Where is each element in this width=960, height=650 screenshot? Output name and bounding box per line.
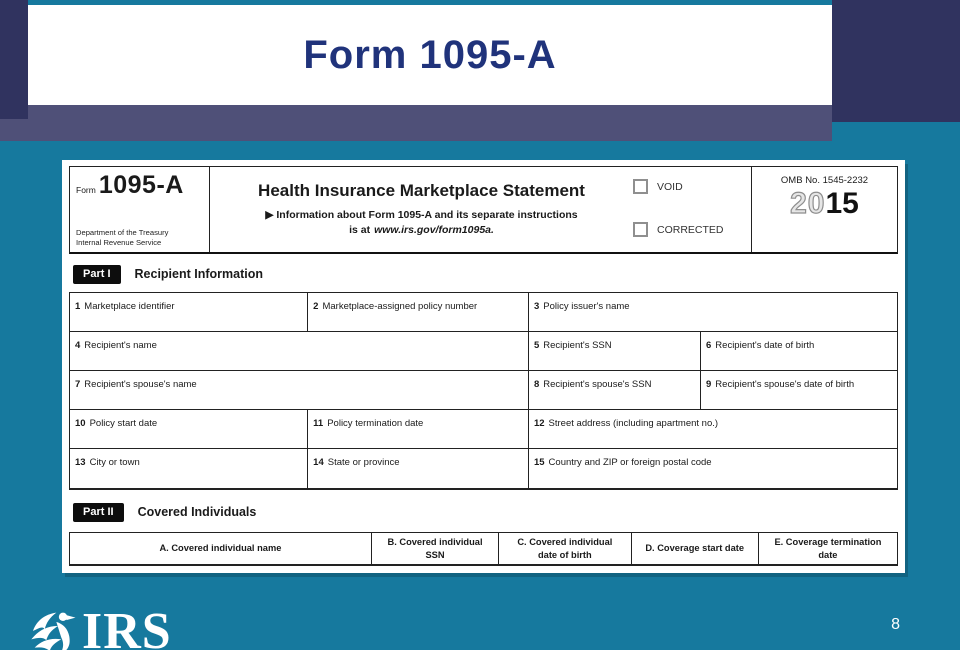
- field-number: 6: [706, 340, 712, 351]
- year-suffix: 15: [825, 187, 859, 220]
- table-row: [70, 410, 897, 449]
- field-label: Country and ZIP or foreign postal code: [548, 457, 712, 468]
- field-city: [70, 449, 308, 488]
- form-number-line: [76, 171, 203, 200]
- void-row: [633, 179, 747, 194]
- page-number: 8: [891, 616, 900, 633]
- part2-column-headers: [69, 532, 898, 566]
- field-number: 4: [75, 340, 81, 351]
- omb-year-cell: [751, 167, 897, 252]
- slide-title: Form 1095-A: [303, 32, 557, 77]
- field-label: Marketplace-assigned policy number: [322, 301, 478, 312]
- form-title-cell: [210, 167, 633, 252]
- form-instructions: [265, 208, 577, 237]
- field-spouse-ssn: [529, 371, 701, 409]
- field-number: 13: [75, 457, 86, 468]
- field-label: City or town: [89, 457, 140, 468]
- agency-line-1: Department of the Treasury: [76, 228, 169, 238]
- corrected-label: CORRECTED: [657, 223, 724, 236]
- field-label: Recipient's date of birth: [715, 340, 815, 351]
- field-number: 5: [533, 340, 540, 351]
- field-label: Recipient's spouse's name: [84, 379, 197, 390]
- part1-heading: [69, 254, 898, 292]
- field-policy-start-date: [70, 410, 308, 448]
- column-coverage-termination-date: E. Coverage termination date: [774, 537, 882, 560]
- column-coverage-start-date: D. Coverage start date: [632, 533, 759, 564]
- agency-line-2: Internal Revenue Service: [76, 238, 162, 248]
- table-row: [70, 332, 897, 371]
- field-number: 8: [533, 379, 540, 390]
- corrected-checkbox[interactable]: [633, 222, 648, 237]
- part1-table: [69, 292, 898, 490]
- field-policy-termination-date: [308, 410, 529, 448]
- part2-badge: Part II: [73, 503, 124, 522]
- slide-header: [28, 5, 832, 105]
- field-spouse-name: [70, 371, 529, 409]
- table-row: [70, 371, 897, 410]
- corrected-row: [633, 222, 747, 237]
- field-marketplace-identifier: [70, 293, 308, 331]
- part1-title: Recipient Information: [134, 267, 263, 281]
- field-label: Policy issuer's name: [543, 301, 630, 312]
- part2-heading: [69, 490, 898, 532]
- field-policy-issuer-name: [529, 293, 897, 331]
- field-label: Policy termination date: [327, 418, 424, 429]
- irs-eagle-icon: [28, 606, 78, 650]
- table-row: [70, 293, 897, 332]
- instructions-is-at: is at: [349, 224, 371, 236]
- table-row: [70, 449, 897, 488]
- field-street-address: [529, 410, 897, 448]
- field-number: 14: [313, 457, 324, 468]
- form-number: 1095-A: [98, 171, 184, 199]
- instructions-url: www.irs.gov/form1095a.: [374, 224, 494, 236]
- column-covered-individual-ssn: B. Covered individual SSN: [372, 533, 499, 564]
- field-state: [308, 449, 529, 488]
- form-year: [790, 189, 859, 219]
- void-corrected-cell: [633, 167, 751, 252]
- field-label: Street address (including apartment no.): [548, 418, 719, 429]
- part2-title: Covered Individuals: [137, 505, 257, 519]
- column-covered-individual-dob: C. Covered individual date of birth: [499, 533, 631, 564]
- field-number: 7: [75, 379, 81, 390]
- instructions-line1: ▶ Information about Form 1095-A and its separate instructions: [265, 209, 578, 222]
- omb-number: OMB No. 1545-2232: [780, 175, 869, 186]
- agency-lines: [76, 228, 203, 248]
- field-label: Recipient's name: [84, 340, 157, 351]
- void-label: VOID: [657, 180, 683, 193]
- field-label: Recipient's spouse's SSN: [543, 379, 652, 390]
- field-spouse-dob: [701, 371, 897, 409]
- field-number: 1: [75, 301, 81, 312]
- form-title: Health Insurance Marketplace Statement: [258, 181, 585, 201]
- header-purple-band: [0, 105, 832, 141]
- column-covered-individual-name: A. Covered individual name: [70, 533, 372, 564]
- irs-logo: [28, 603, 172, 650]
- field-recipient-name: [70, 332, 529, 370]
- field-label: Marketplace identifier: [84, 301, 175, 312]
- form-number-cell: [70, 167, 210, 252]
- field-label: Recipient's SSN: [543, 340, 612, 351]
- field-recipient-ssn: [529, 332, 701, 370]
- field-country-zip: [529, 449, 897, 488]
- field-policy-number: [308, 293, 529, 331]
- field-label: State or province: [327, 457, 400, 468]
- form-1095a-image: [62, 160, 905, 573]
- field-label: Recipient's spouse's date of birth: [715, 379, 855, 390]
- field-number: 11: [313, 418, 324, 429]
- field-recipient-dob: [701, 332, 897, 370]
- part1-badge: Part I: [73, 265, 121, 284]
- irs-logo-text: IRS: [82, 603, 172, 650]
- field-label: Policy start date: [89, 418, 158, 429]
- top-left-accent-block: [0, 0, 28, 119]
- field-number: 3: [533, 301, 540, 312]
- field-number: 12: [533, 418, 545, 429]
- void-checkbox[interactable]: [633, 179, 648, 194]
- field-number: 10: [75, 418, 86, 429]
- field-number: 9: [706, 379, 712, 390]
- form-masthead: [69, 166, 898, 254]
- field-number: 2: [313, 301, 319, 312]
- form-word-label: Form: [76, 185, 96, 195]
- year-prefix: 20: [790, 187, 826, 220]
- top-right-accent-block: [832, 0, 960, 122]
- field-number: 15: [533, 457, 545, 468]
